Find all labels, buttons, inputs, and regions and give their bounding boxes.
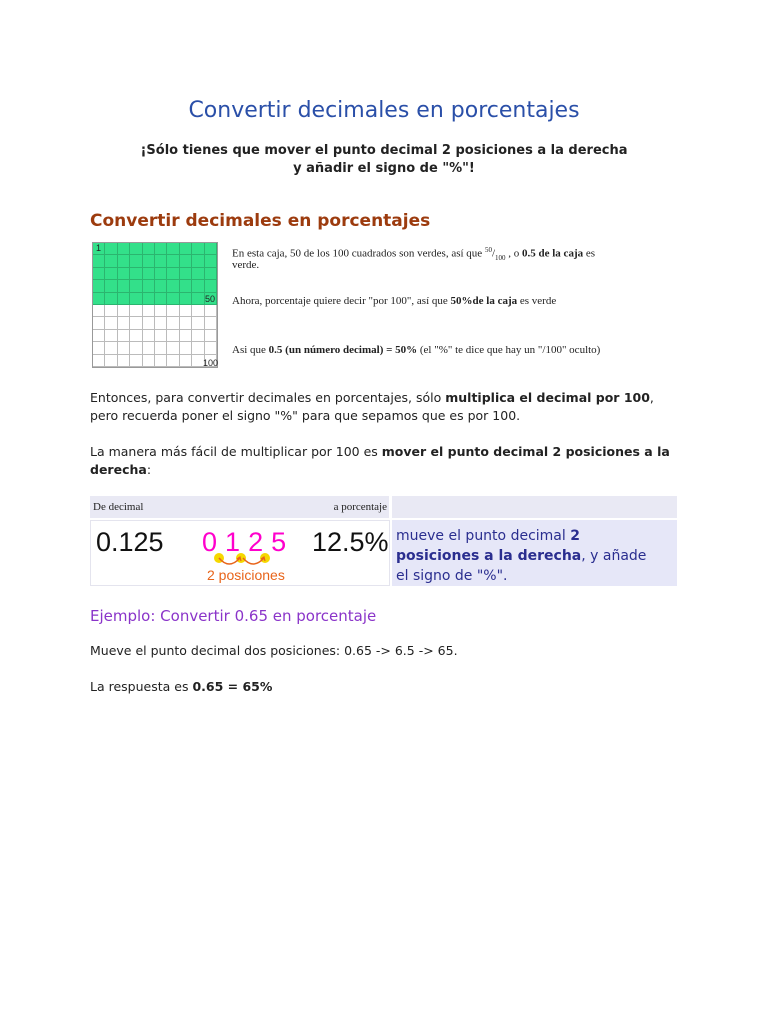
grid-cell-green	[180, 243, 192, 255]
grid-cell-white	[167, 342, 179, 354]
grid-cell-green	[118, 255, 130, 267]
grid-cell-green	[143, 255, 155, 267]
grid-cell-white	[93, 305, 105, 317]
paragraph-move-point: La manera más fácil de multiplicar por 100 es mover el punto decimal 2 posiciones a la derecha:	[90, 444, 670, 477]
grid-cell-white	[192, 342, 204, 354]
box-explanation-line-1: En esta caja, 50 de los 100 cuadrados son verdes, así que $^{50}/_{100}$ , o 0.5 de la caja es	[232, 246, 596, 262]
example-heading: Ejemplo: Convertir 0.65 en porcentaje	[90, 607, 377, 625]
grid-cell-green	[167, 280, 179, 292]
grid-cell-white	[155, 342, 167, 354]
grid-cell-green	[192, 280, 204, 292]
grid-cell-white	[155, 305, 167, 317]
grid-cell-white	[180, 355, 192, 367]
grid-cell-white	[180, 305, 192, 317]
grid-cell-green	[143, 268, 155, 280]
decimal-value: 0.125	[96, 527, 164, 557]
grid-cell-white	[118, 305, 130, 317]
grid-cell-green	[180, 255, 192, 267]
grid-cell-green	[105, 293, 117, 305]
grid-cell-white	[143, 317, 155, 329]
hundred-square-grid	[92, 242, 218, 368]
grid-cell-white	[205, 330, 217, 342]
grid-cell-white	[105, 317, 117, 329]
grid-label-100: 100	[203, 358, 219, 368]
grid-cell-green	[167, 268, 179, 280]
table-header-decimal: De decimal	[90, 496, 232, 518]
positions-label: 2 posiciones	[207, 567, 285, 583]
grid-cell-green	[205, 268, 217, 280]
grid-cell-white	[180, 342, 192, 354]
box-explanation-line-4: Asi que 0.5 (un número decimal) = 50% (el "%" te dice que hay un "/100" oculto)	[232, 344, 601, 356]
grid-cell-green	[105, 268, 117, 280]
grid-cell-white	[205, 305, 217, 317]
grid-cell-green	[118, 243, 130, 255]
paragraph-multiply: Entonces, para convertir decimales en porcentajes, sólo multiplica el decimal por 100, pero recuerda poner el signo "%" para que sepamos que es por 100.	[90, 390, 654, 423]
grid-cell-white	[143, 330, 155, 342]
grid-cell-white	[93, 317, 105, 329]
explanation-cell	[392, 520, 677, 586]
grid-cell-green	[192, 268, 204, 280]
grid-cell-white	[105, 355, 117, 367]
grid-cell-green	[180, 293, 192, 305]
table-header-empty	[392, 496, 677, 518]
grid-cell-green	[155, 268, 167, 280]
grid-cell-white	[155, 355, 167, 367]
grid-cell-green	[167, 255, 179, 267]
table-header-percent: a porcentaje	[231, 496, 389, 518]
grid-cell-green	[118, 293, 130, 305]
grid-cell-green	[192, 243, 204, 255]
grid-cell-white	[143, 305, 155, 317]
grid-cell-white	[192, 330, 204, 342]
grid-cell-green	[205, 243, 217, 255]
grid-cell-white	[93, 342, 105, 354]
grid-cell-green	[105, 280, 117, 292]
grid-cell-white	[130, 342, 142, 354]
section-title: Convertir decimales en porcentajes	[90, 211, 431, 231]
grid-cell-green	[155, 280, 167, 292]
grid-cell-green	[93, 280, 105, 292]
grid-cell-white	[192, 317, 204, 329]
grid-cell-green	[93, 293, 105, 305]
moved-digits: 0125	[202, 527, 295, 557]
grid-cell-green	[192, 255, 204, 267]
grid-cell-white	[205, 342, 217, 354]
percent-value: 12.5%	[312, 527, 389, 557]
grid-cell-green	[130, 280, 142, 292]
grid-cell-white	[167, 330, 179, 342]
grid-cell-green	[180, 268, 192, 280]
grid-cell-green	[118, 268, 130, 280]
grid-cell-green	[93, 255, 105, 267]
explanation-text: mueve el punto decimal 2 posiciones a la derecha, y añade el signo de "%".	[396, 528, 647, 584]
grid-cell-white	[118, 330, 130, 342]
grid-label-1: 1	[96, 243, 102, 253]
grid-cell-white	[93, 330, 105, 342]
grid-label-50: 50	[205, 294, 216, 304]
grid-cell-white	[180, 317, 192, 329]
grid-cell-white	[155, 317, 167, 329]
grid-cell-white	[205, 317, 217, 329]
grid-cell-white	[130, 317, 142, 329]
grid-cell-white	[180, 330, 192, 342]
subtitle-line-2: y añadir el signo de "%"!	[293, 161, 475, 176]
grid-cell-green	[143, 280, 155, 292]
grid-cell-white	[167, 305, 179, 317]
grid-cell-white	[105, 330, 117, 342]
grid-cell-white	[130, 305, 142, 317]
grid-cell-green	[167, 243, 179, 255]
grid-cell-white	[118, 317, 130, 329]
grid-cell-white	[105, 342, 117, 354]
grid-cell-white	[143, 355, 155, 367]
grid-cell-green	[205, 280, 217, 292]
grid-cell-white	[167, 317, 179, 329]
grid-cell-green	[93, 268, 105, 280]
grid-cell-green	[130, 255, 142, 267]
grid-cell-green	[155, 255, 167, 267]
grid-cell-green	[105, 243, 117, 255]
conversion-table	[90, 496, 677, 588]
grid-cell-green	[205, 255, 217, 267]
grid-cell-green	[180, 280, 192, 292]
grid-cell-white	[118, 355, 130, 367]
grid-cell-green	[143, 293, 155, 305]
box-explanation-line-2: verde.	[232, 259, 260, 271]
grid-cell-green	[130, 243, 142, 255]
grid-cell-white	[130, 330, 142, 342]
grid-cell-green	[155, 243, 167, 255]
grid-cell-white	[167, 355, 179, 367]
grid-cell-green	[192, 293, 204, 305]
grid-cell-white	[192, 305, 204, 317]
box-explanation-line-3: Ahora, porcentaje quiere decir "por 100", así que 50%de la caja es verde	[232, 295, 557, 307]
grid-cell-green	[130, 268, 142, 280]
grid-cell-green	[167, 293, 179, 305]
grid-cell-green	[143, 243, 155, 255]
grid-cell-white	[143, 342, 155, 354]
grid-cell-white	[118, 342, 130, 354]
example-answer: La respuesta es 0.65 = 65%	[90, 679, 273, 694]
grid-cell-green	[118, 280, 130, 292]
grid-cell-green	[155, 293, 167, 305]
example-steps: Mueve el punto decimal dos posiciones: 0.65 -> 6.5 -> 65.	[90, 643, 458, 658]
grid-cell-white	[93, 355, 105, 367]
grid-cell-white	[105, 305, 117, 317]
grid-cell-green	[130, 293, 142, 305]
grid-cell-green	[105, 255, 117, 267]
grid-cell-white	[130, 355, 142, 367]
page-title: Convertir decimales en porcentajes	[188, 98, 580, 123]
grid-cell-white	[155, 330, 167, 342]
subtitle-line-1: ¡Sólo tienes que mover el punto decimal 2 posiciones a la derecha	[140, 143, 628, 158]
